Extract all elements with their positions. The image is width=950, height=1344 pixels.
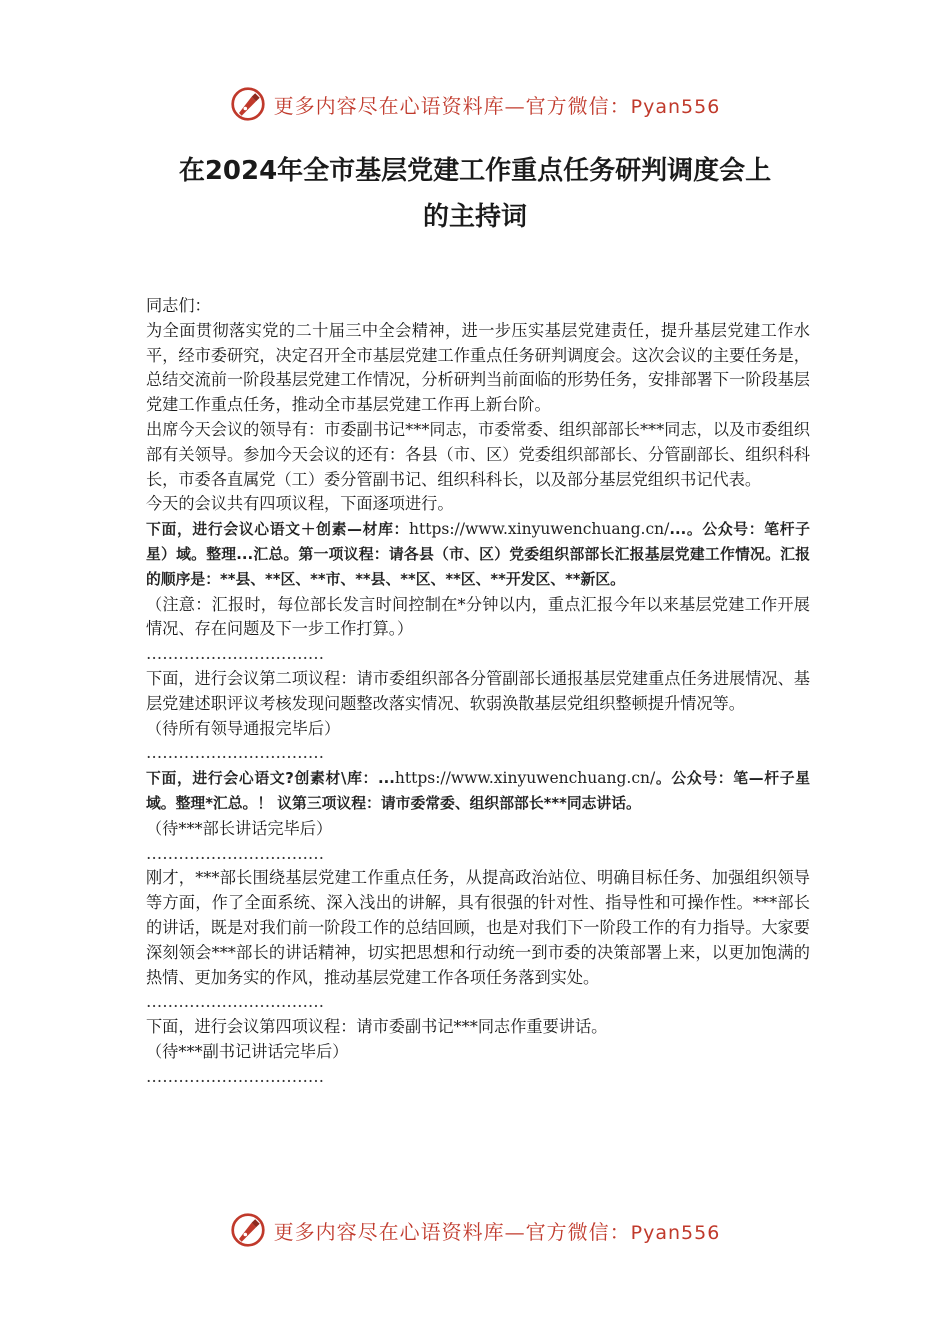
agenda-3-url: https://www.xinyuwenchuang.cn/: [394, 769, 656, 788]
title-line-1: 在2024年全市基层党建工作重点任务研判调度会上: [178, 156, 772, 186]
salutation: 同志们：: [146, 296, 211, 315]
banner-text: [274, 1216, 721, 1245]
paragraph-agenda-item-3: [146, 766, 810, 817]
banner-slogan: 更多内容尽在心语资料库—官方微信：: [273, 1219, 631, 1244]
document-title: [120, 148, 830, 240]
paragraph-agenda-item-4: 下面，进行会议第四项议程：请市委副书记***同志作重要讲话。: [146, 1017, 608, 1037]
paragraph-agenda-item-1: [146, 517, 810, 592]
paragraph-wait-1: （待所有领导通报完毕后）: [146, 718, 341, 738]
paragraph-note: （注意：汇报时，每位部长发言时间控制在*分钟以内，重点汇报今年以来基层党建工作开展情况、存在问题及下一步工作打算。）: [146, 594, 810, 639]
separator-dots: ……………………………: [146, 1066, 325, 1086]
paragraph-attendees: 出席今天会议的领导有：市委副书记***同志，市委常委、组织部部长***同志，以及市委组织部有关领导。参加今天会议的还有：各县（市、区）党委组织部部长、分管副部长、组织科科长，市委各直属党（工）委分管副书记、组织科科长，以及部分基层党组织书记代表。: [146, 419, 810, 489]
banner-text: [274, 90, 721, 119]
separator-dots: ……………………………: [146, 743, 325, 763]
title-line-2: 的主持词: [422, 202, 527, 232]
footer-banner: [0, 1210, 950, 1250]
separator-dots: ……………………………: [146, 843, 325, 863]
paragraph-agenda-intro: 今天的会议共有四项议程，下面逐项进行。: [146, 494, 454, 514]
agenda-1-lead: 下面，进行会议心语文＋创素—材库：: [146, 521, 410, 539]
header-banner: [0, 84, 950, 124]
paragraph-summary: 刚才，***部长围绕基层党建工作重点任务，从提高政治站位、明确目标任务、加强组织领导等方面，作了全面系统、深入浅出的讲解，具有很强的针对性、指导性和可操作性。***部长的讲话，既是对我们前一阶段工作的总结回顾，也是对我们下一阶段工作的有力指导。大家要深刻领会***部长的讲话精神，切实把思想和行动统一到市委的决策部署上来，以更加饱满的热情、更加务实的作风，推动基层党建工作各项任务落到实处。: [146, 868, 810, 987]
banner-wechat-id: Pyan556: [630, 1221, 721, 1244]
pen-nib-logo-icon: [230, 86, 266, 122]
pen-nib-logo-icon: [230, 1212, 266, 1248]
agenda-3-text: 。公众号：笔—杆子星域。整理*汇总。！ 议第三项议程：请市委常委、组织部部长***同志讲话。: [146, 770, 810, 812]
agenda-1-text: ...。公众号：笔杆子星）域。整理...汇总。第一项议程：请各县（市、区）党委组织部部长汇报基层党建工作情况。汇报的顺序是：**县、**区、**市、**县、**区、**区、**开发区、**新区。: [146, 521, 810, 588]
banner-wechat-id: Pyan556: [630, 95, 721, 118]
separator-dots: ……………………………: [146, 992, 325, 1012]
banner-slogan: 更多内容尽在心语资料库—官方微信：: [273, 93, 631, 118]
paragraph-wait-3: （待***副书记讲话完毕后）: [146, 1041, 349, 1061]
separator-dots: ……………………………: [146, 644, 325, 664]
paragraph-wait-2: （待***部长讲话完毕后）: [146, 818, 333, 838]
agenda-1-url: https://www.xinyuwenchuang.cn/: [409, 520, 670, 539]
document-body: [146, 294, 810, 1090]
agenda-3-lead: 下面，进行会心语文?创素材\库：...: [146, 770, 395, 788]
paragraph-agenda-item-2: 下面，进行会议第二项议程：请市委组织部各分管副部长通报基层党建重点任务进展情况、基层党建述职评议考核发现问题整改落实情况、软弱涣散基层党组织整顿提升情况等。: [146, 668, 810, 713]
paragraph-purpose: 为全面贯彻落实党的二十届三中全会精神，进一步压实基层党建责任，提升基层党建工作水平，经市委研究，决定召开全市基层党建工作重点任务研判调度会。这次会议的主要任务是，总结交流前一阶段基层党建工作情况，分析研判当前面临的形势任务，安排部署下一阶段基层党建工作重点任务，推动全市基层党建工作再上新台阶。: [146, 320, 810, 415]
